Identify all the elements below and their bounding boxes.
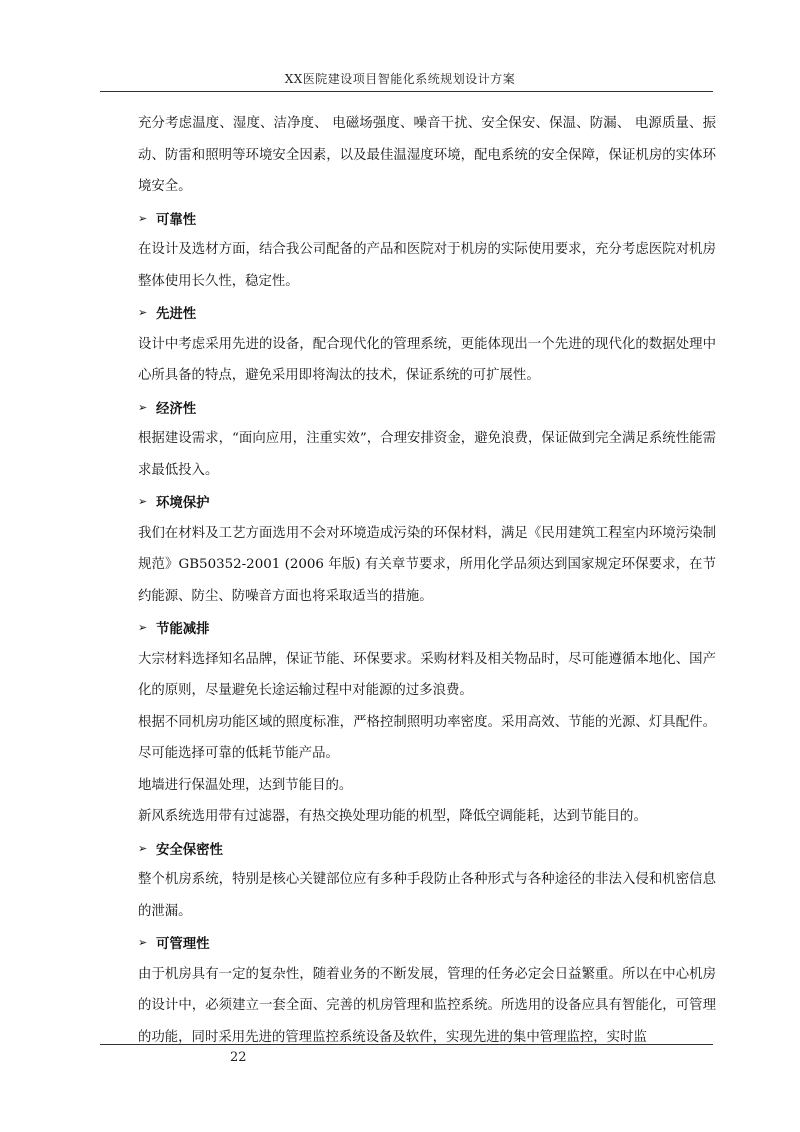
page-header: XX医院建设项目智能化系统规划设计方案 (284, 72, 516, 86)
body-paragraph: 整个机房系统，特别是核心关键部位应有多种手段防止各种形式与各种途径的非法入侵和机密信息的泄漏。 (138, 872, 716, 919)
body-paragraph: 根据建设需求，“面向应用，注重实效”，合理安排资金，避免浪费，保证做到完全满足系统性能需求最低投入。 (138, 431, 716, 478)
section-heading (138, 392, 716, 424)
page-number: 22 (230, 1050, 247, 1065)
body-paragraph: 根据不同机房功能区域的照度标准，严格控制照明功率密度。采用高效、节能的光源、灯具配件。尽可能选择可靠的低耗节能产品。 (138, 714, 716, 761)
body-paragraph: 充分考虑温度、湿度、洁净度、 电磁场强度、噪音干扰、安全保安、保温、防漏、 电源质量、振动、防雷和照明等环境安全因素，以及最佳温湿度环境，配电系统的安全保障，保证机房的实体环境安全。 (138, 116, 716, 194)
section-heading-label: 可靠性 (156, 212, 197, 228)
section-heading-label: 安全保密性 (156, 842, 223, 858)
arrowhead-bullet-icon: ➢ (138, 306, 148, 320)
section-heading-label: 节能减排 (156, 622, 210, 638)
arrowhead-bullet-icon: ➢ (138, 841, 148, 855)
section-heading-label: 可管理性 (156, 937, 210, 953)
body-paragraph: 我们在材料及工艺方面选用不会对环境造成污染的环保材料，满足《民用建筑工程室内环境污染制规范》GB50352-2001 (2006 年版) 有关章节要求，所用化学品须达到国家规定环保要求，在节约能源、防尘、防噪音方面也将采取适当的措施。 (138, 525, 716, 604)
arrowhead-bullet-icon: ➢ (138, 495, 148, 509)
arrowhead-bullet-icon: ➢ (138, 621, 148, 635)
section-heading (138, 486, 716, 518)
section-heading (138, 297, 716, 329)
body-paragraph: 新风系统选用带有过滤器，有热交换处理功能的机型，降低空调能耗，达到节能目的。 (138, 809, 647, 824)
arrowhead-bullet-icon: ➢ (138, 211, 148, 225)
footer-divider (100, 1044, 713, 1045)
section-heading-label: 先进性 (156, 307, 197, 323)
body-paragraph: 地墙进行保温处理，达到节能目的。 (138, 777, 353, 793)
body-paragraph: 由于机房具有一定的复杂性，随着业务的不断发展，管理的任务必定会日益繁重。所以在中心机房的设计中，必须建立一套全面、完善的机房管理和监控系统。所选用的设备应具有智能化，可管理的功能，同时采用先进的管理监控系统设备及软件，实现先进的集中管理监控，实时监 (138, 966, 716, 1045)
section-heading-label: 环境保护 (156, 496, 210, 512)
section-heading (138, 612, 716, 644)
arrowhead-bullet-icon: ➢ (138, 936, 148, 950)
section-heading (138, 927, 716, 959)
section-heading (138, 203, 716, 235)
arrowhead-bullet-icon: ➢ (138, 400, 148, 414)
section-heading-label: 经济性 (156, 401, 197, 417)
body-paragraph: 设计中考虑采用先进的设备，配合现代化的管理系统，更能体现出一个先进的现代化的数据处理中心所具备的特点，避免采用即将淘汰的技术，保证系统的可扩展性。 (138, 336, 716, 383)
body-paragraph: 在设计及选材方面，结合我公司配备的产品和医院对于机房的实际使用要求，充分考虑医院对机房整体使用长久性，稳定性。 (138, 242, 716, 289)
document-body (138, 108, 716, 1053)
body-paragraph: 大宗材料选择知名品牌，保证节能、环保要求。采购材料及相关物品时，尽可能遵循本地化、国产化的原则，尽量避免长途运输过程中对能源的过多浪费。 (138, 651, 716, 698)
header-divider (100, 91, 713, 92)
section-heading (138, 833, 716, 865)
